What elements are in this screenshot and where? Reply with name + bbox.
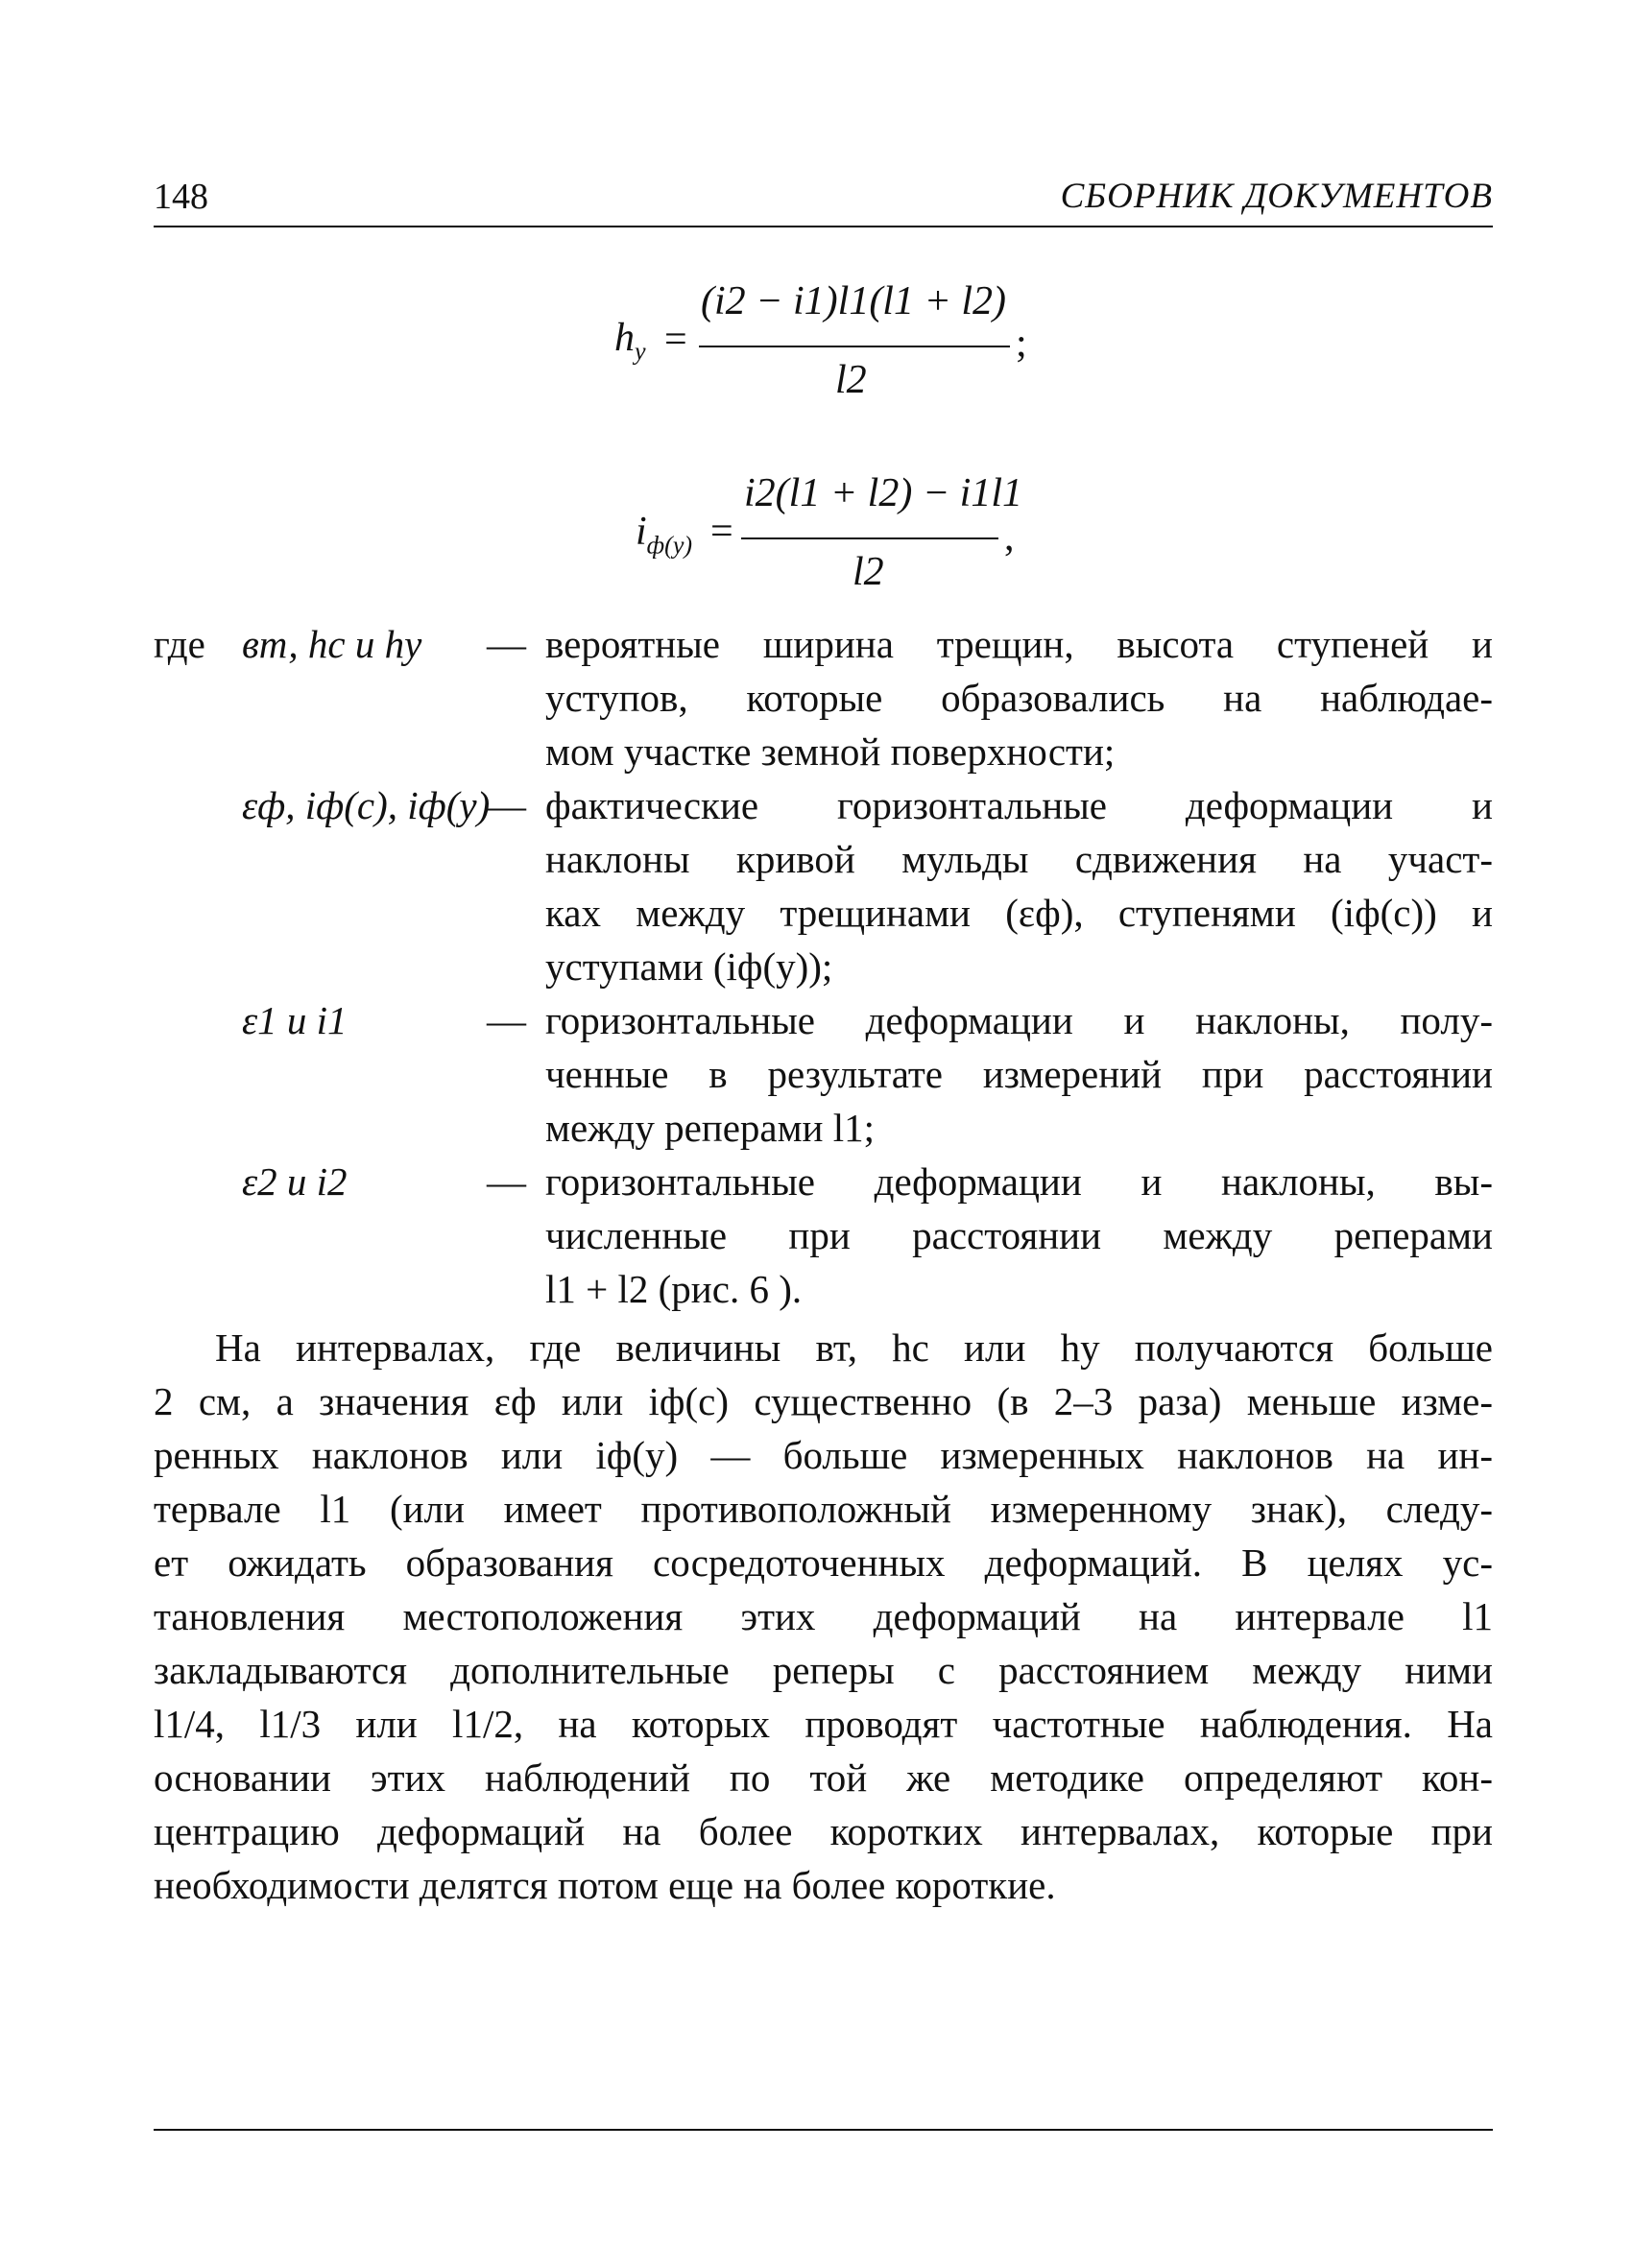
formula-hy-fraction-bar	[699, 346, 1010, 347]
body-paragraph	[154, 1321, 1493, 1912]
definition-dash: —	[487, 1159, 526, 1204]
running-header	[154, 176, 1493, 229]
definition-line: горизонтальные деформации и наклоны, полу-	[545, 998, 1493, 1042]
paragraph-line: ренных наклонов или iф(y) — больше измеренных наклонов на ин-	[154, 1433, 1493, 1477]
header-rule	[154, 226, 1493, 227]
paragraph-line: необходимости делятся потом еще на более короткие.	[154, 1863, 1056, 1907]
definition-line: ках между трещинами (εф), ступенями (iф(c)) и	[545, 891, 1493, 935]
running-title: СБОРНИК ДОКУМЕНТОВ	[1060, 177, 1493, 216]
definition-line: ченные в результате измерений при расстоянии	[545, 1052, 1493, 1096]
definition-text	[545, 778, 1493, 993]
paragraph-line: тервале l1 (или имеет противоположный измеренному знак), следу-	[154, 1487, 1493, 1531]
definition-line: l1 + l2 (рис. 6 ).	[545, 1267, 803, 1311]
definition-term: вт, hc и hy	[242, 622, 422, 666]
formula-ify-fraction-bar	[741, 537, 998, 539]
formula-hy-numerator: (i2 − i1)l1(l1 + l2)	[701, 279, 1006, 323]
paragraph-line: тановления местоположения этих деформаций на интервале l1	[154, 1594, 1493, 1638]
definition-line: между реперами l1;	[545, 1106, 876, 1150]
page-number: 148	[154, 177, 208, 217]
definition-dash: —	[487, 998, 526, 1042]
paragraph-line: центрацию деформаций на более коротких интервалах, которые при	[154, 1809, 1493, 1853]
paragraph-line: 2 см, а значения εф или iф(c) существенно (в 2–3 раза) меньше изме-	[154, 1379, 1493, 1423]
definition-term: ε1 и i1	[242, 998, 348, 1042]
definition-line: численные при расстоянии между реперами	[545, 1213, 1493, 1257]
definition-line: уступов, которые образовались на наблюдае-	[545, 676, 1493, 720]
paragraph-line: На интервалах, где величины вт, hc или hy получаются больше	[215, 1325, 1493, 1370]
definition-dash: —	[487, 622, 526, 666]
definition-lead: где	[154, 622, 205, 666]
formula-ify-eq: =	[710, 510, 733, 554]
footer-rule	[154, 2129, 1493, 2131]
paragraph-line: основании этих наблюдений по той же методике определяют кон-	[154, 1755, 1493, 1800]
definition-line: вероятные ширина трещин, высота ступеней и	[545, 622, 1493, 666]
definition-line: уступами (iф(y));	[545, 944, 833, 989]
formula-ify-lhs: $i_{ф(y)}$	[636, 510, 693, 560]
paragraph-line: ет ожидать образования сосредоточенных деформаций. В целях ус-	[154, 1540, 1493, 1585]
formula-hy-denominator: l2	[835, 358, 867, 402]
formula-hy-eq: =	[664, 318, 687, 362]
formula-ify-numerator: i2(l1 + l2) − i1l1	[744, 471, 1023, 515]
paragraph-line: закладываются дополнительные реперы с расстоянием между ними	[154, 1648, 1493, 1692]
definition-dash: —	[487, 783, 526, 827]
definition-line: мом участке земной поверхности;	[545, 729, 1116, 774]
definition-line: горизонтальные деформации и наклоны, вы-	[545, 1159, 1493, 1204]
definition-line: фактические горизонтальные деформации и	[545, 783, 1493, 827]
formula-ify-end: ,	[1004, 515, 1015, 560]
formula-hy-lhs: $h_y$	[614, 316, 646, 366]
paragraph-line: l1/4, l1/3 или l1/2, на которых проводят частотные наблюдения. На	[154, 1702, 1493, 1746]
definition-text	[545, 1155, 1493, 1316]
formula-hy-end: ;	[1016, 322, 1027, 366]
definition-term: ε2 и i2	[242, 1159, 348, 1204]
definition-text	[545, 617, 1493, 778]
definition-line: наклоны кривой мульды сдвижения на участ-	[545, 837, 1493, 881]
definition-text	[545, 993, 1493, 1155]
definition-term: εф, iф(c), iф(y)	[242, 783, 491, 827]
formula-ify-denominator: l2	[853, 550, 884, 594]
